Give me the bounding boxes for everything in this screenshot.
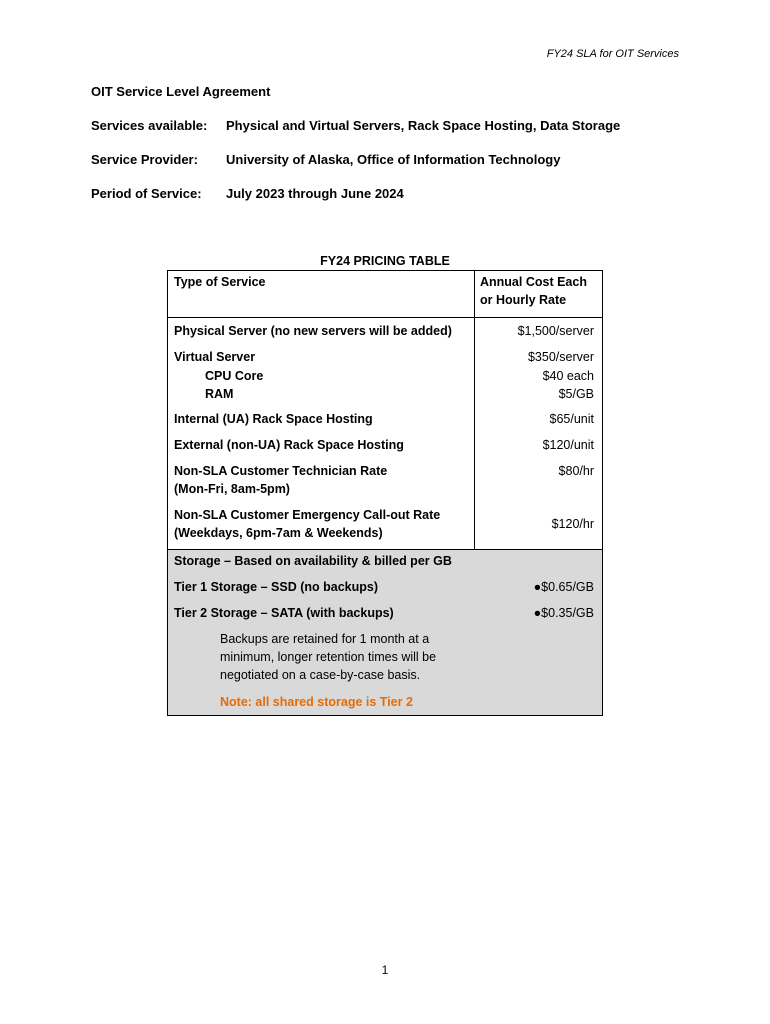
ram-price: $5/GB [558,387,594,401]
field-services-available [91,118,620,133]
storage-header: Storage – Based on availability & billed per GB [174,553,452,568]
table-row [168,436,602,458]
field-label: Services available: [91,118,208,133]
table-row [168,410,602,432]
service-price: $120/hr [551,516,594,531]
service-price [474,578,602,604]
service-name: Internal (UA) Rack Space Hosting [174,411,373,426]
tier1-price: $0.65/GB [541,579,594,594]
storage-section [168,549,602,715]
table-row [168,462,602,499]
service-price: $120/unit [542,437,594,452]
backup-line3: negotiated on a case-by-case basis. [220,667,421,682]
service-price: $1,500/server [517,324,594,338]
service-name [168,506,474,543]
cpu-core-label: CPU Core [205,368,264,383]
technician-line1: Non-SLA Customer Technician Rate [174,463,388,478]
field-period-of-service [91,186,404,201]
col-header-cost-line2: or Hourly Rate [480,293,567,307]
col-header-type: Type of Service [174,275,266,289]
service-name: Tier 2 Storage – SATA (with backups) [174,605,394,620]
service-name [168,348,474,404]
service-price: $80/hr [558,463,594,478]
virtual-server-price: $350/server [527,350,594,364]
pricing-table-title: FY24 PRICING TABLE [320,254,450,268]
pricing-table [167,270,603,716]
field-value: University of Alaska, Office of Information Technology [226,152,561,167]
table-row [168,578,602,604]
emergency-line2: (Weekdays, 6pm-7am & Weekends) [174,526,383,540]
table-row [168,322,602,344]
table-row [168,630,602,711]
service-name: External (non-UA) Rack Space Hosting [174,437,404,452]
table-row [168,348,602,404]
col-header-cost [474,273,602,317]
page-number: 1 [381,963,389,977]
service-price [474,604,602,630]
bullet-icon: ● [533,605,542,620]
backup-line2: minimum, longer retention times will be [220,649,437,664]
virtual-server-label: Virtual Server [174,350,256,364]
cpu-core-price: $40 each [542,368,594,383]
document-title: OIT Service Level Agreement [91,84,271,99]
field-label: Service Provider: [91,152,198,167]
table-row [168,552,602,578]
field-value: July 2023 through June 2024 [226,186,404,201]
running-header: FY24 SLA for OIT Services [546,48,679,60]
table-row [168,506,602,549]
field-label: Period of Service: [91,186,202,201]
shared-storage-note: Note: all shared storage is Tier 2 [220,694,413,709]
bullet-icon: ● [533,579,542,594]
service-name [168,462,474,499]
service-name: Tier 1 Storage – SSD (no backups) [174,579,378,594]
service-price: $65/unit [549,411,594,426]
service-name: Physical Server (no new servers will be added) [174,324,452,338]
backup-policy-text [168,630,474,711]
table-header-row [168,271,602,318]
tier2-price: $0.35/GB [541,605,594,620]
table-row [168,604,602,630]
backup-line1: Backups are retained for 1 month at a [220,631,430,646]
ram-label: RAM [205,387,234,401]
emergency-line1: Non-SLA Customer Emergency Call-out Rate [174,507,441,522]
field-value: Physical and Virtual Servers, Rack Space Hosting, Data Storage [226,118,621,133]
service-price [474,348,602,404]
col-header-cost-line1: Annual Cost Each [480,275,587,289]
field-service-provider [91,152,560,167]
technician-line2: (Mon-Fri, 8am-5pm) [174,482,290,496]
